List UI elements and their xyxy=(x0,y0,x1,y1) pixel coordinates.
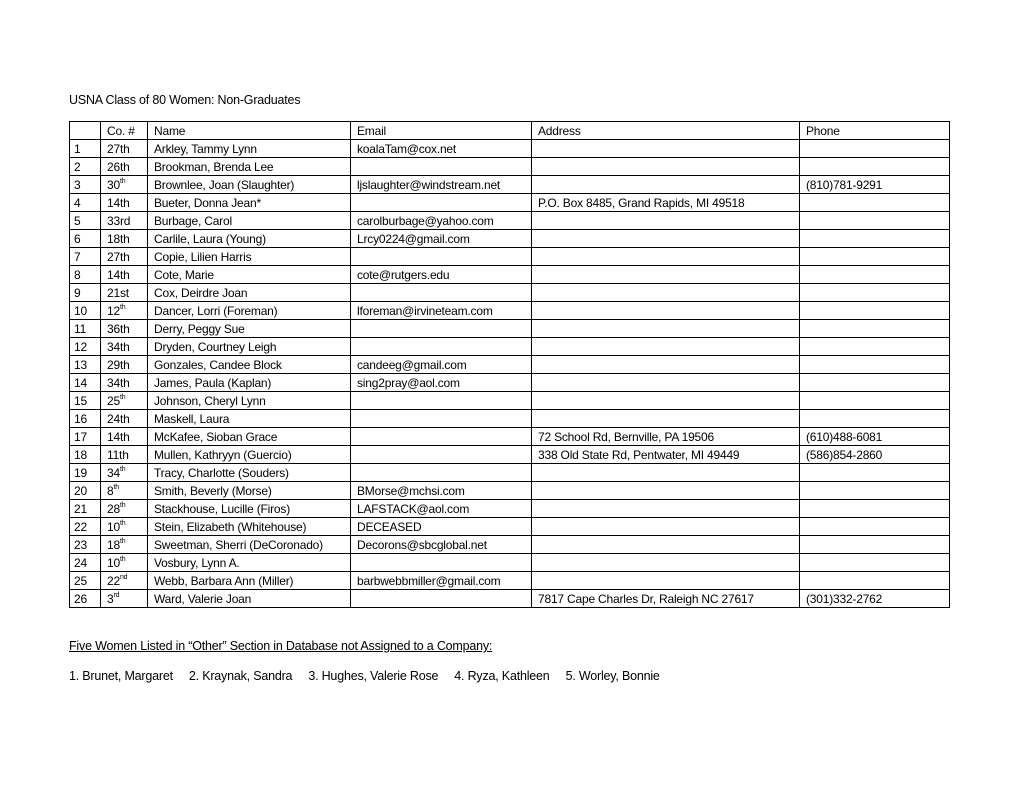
company-number: 11th xyxy=(107,447,129,462)
row-index: 21 xyxy=(70,500,101,518)
address-cell xyxy=(532,176,800,194)
row-index: 26 xyxy=(70,590,101,608)
phone-cell xyxy=(800,284,950,302)
email-cell xyxy=(351,590,532,608)
other-woman-item: 5. Worley, Bonnie xyxy=(565,669,660,683)
name-cell: Sweetman, Sherri (DeCoronado) xyxy=(148,536,351,554)
other-woman-item: 1. Brunet, Margaret xyxy=(69,669,173,683)
address-cell xyxy=(532,356,800,374)
header-index xyxy=(70,122,101,140)
name-cell: Gonzales, Candee Block xyxy=(148,356,351,374)
row-index: 6 xyxy=(70,230,101,248)
company-number: 30 xyxy=(107,177,120,192)
company-number: 3 xyxy=(107,591,114,606)
table-row xyxy=(70,266,950,284)
phone-cell xyxy=(800,338,950,356)
phone-cell xyxy=(800,248,950,266)
company-cell xyxy=(101,158,148,176)
name-cell: Copie, Lilien Harris xyxy=(148,248,351,266)
table-row xyxy=(70,554,950,572)
address-cell xyxy=(532,320,800,338)
email-cell xyxy=(351,446,532,464)
phone-cell xyxy=(800,194,950,212)
company-cell xyxy=(101,554,148,572)
email-cell xyxy=(351,248,532,266)
name-cell: Maskell, Laura xyxy=(148,410,351,428)
company-cell xyxy=(101,266,148,284)
row-index: 8 xyxy=(70,266,101,284)
address-cell xyxy=(532,374,800,392)
phone-cell xyxy=(800,554,950,572)
table-header-row xyxy=(70,122,950,140)
header-phone: Phone xyxy=(800,122,950,140)
address-cell xyxy=(532,284,800,302)
email-cell xyxy=(351,464,532,482)
company-cell xyxy=(101,284,148,302)
address-cell xyxy=(532,230,800,248)
company-cell xyxy=(101,302,148,320)
company-number: 27th xyxy=(107,141,130,156)
table-row xyxy=(70,176,950,194)
email-cell xyxy=(351,554,532,572)
address-cell: 72 School Rd, Bernville, PA 19506 xyxy=(532,428,800,446)
company-number: 21st xyxy=(107,285,129,300)
address-cell xyxy=(532,140,800,158)
company-cell xyxy=(101,230,148,248)
table-row xyxy=(70,230,950,248)
table-row xyxy=(70,590,950,608)
company-number: 34 xyxy=(107,465,120,480)
table-row xyxy=(70,518,950,536)
company-suffix: th xyxy=(119,393,126,401)
phone-cell: (810)781-9291 xyxy=(800,176,950,194)
others-heading: Five Women Listed in “Other” Section in Database not Assigned to a Company: xyxy=(69,639,493,653)
company-cell xyxy=(101,572,148,590)
address-cell xyxy=(532,500,800,518)
company-cell xyxy=(101,482,148,500)
name-cell: Smith, Beverly (Morse) xyxy=(148,482,351,500)
email-cell: lforeman@irvineteam.com xyxy=(351,302,532,320)
row-index: 3 xyxy=(70,176,101,194)
company-number: 8 xyxy=(107,483,114,498)
company-cell xyxy=(101,194,148,212)
name-cell: James, Paula (Kaplan) xyxy=(148,374,351,392)
phone-cell xyxy=(800,536,950,554)
table-row xyxy=(70,446,950,464)
email-cell xyxy=(351,158,532,176)
company-number: 18 xyxy=(107,537,120,552)
row-index: 15 xyxy=(70,392,101,410)
table-row xyxy=(70,392,950,410)
company-number: 14th xyxy=(107,429,130,444)
row-index: 1 xyxy=(70,140,101,158)
phone-cell xyxy=(800,320,950,338)
email-cell: carolburbage@yahoo.com xyxy=(351,212,532,230)
company-suffix: th xyxy=(119,303,126,311)
table-row xyxy=(70,140,950,158)
phone-cell xyxy=(800,158,950,176)
company-number: 27th xyxy=(107,249,130,264)
email-cell: koalaTam@cox.net xyxy=(351,140,532,158)
name-cell: Stackhouse, Lucille (Firos) xyxy=(148,500,351,518)
company-number: 25 xyxy=(107,393,120,408)
company-number: 10 xyxy=(107,555,120,570)
phone-cell xyxy=(800,302,950,320)
company-cell xyxy=(101,410,148,428)
name-cell: Burbage, Carol xyxy=(148,212,351,230)
row-index: 18 xyxy=(70,446,101,464)
phone-cell xyxy=(800,572,950,590)
company-suffix: th xyxy=(119,501,126,509)
phone-cell xyxy=(800,500,950,518)
row-index: 5 xyxy=(70,212,101,230)
row-index: 13 xyxy=(70,356,101,374)
table-row xyxy=(70,248,950,266)
row-index: 7 xyxy=(70,248,101,266)
table-row xyxy=(70,536,950,554)
row-index: 12 xyxy=(70,338,101,356)
name-cell: Stein, Elizabeth (Whitehouse) xyxy=(148,518,351,536)
company-cell xyxy=(101,518,148,536)
phone-cell xyxy=(800,212,950,230)
table-row xyxy=(70,374,950,392)
row-index: 2 xyxy=(70,158,101,176)
row-index: 16 xyxy=(70,410,101,428)
name-cell: Derry, Peggy Sue xyxy=(148,320,351,338)
row-index: 24 xyxy=(70,554,101,572)
address-cell xyxy=(532,392,800,410)
phone-cell xyxy=(800,518,950,536)
company-suffix: th xyxy=(113,483,119,491)
email-cell: ljslaughter@windstream.net xyxy=(351,176,532,194)
header-name: Name xyxy=(148,122,351,140)
others-list xyxy=(69,669,676,683)
address-cell xyxy=(532,572,800,590)
row-index: 4 xyxy=(70,194,101,212)
company-cell xyxy=(101,464,148,482)
row-index: 9 xyxy=(70,284,101,302)
table-row xyxy=(70,572,950,590)
phone-cell: (610)488-6081 xyxy=(800,428,950,446)
row-index: 25 xyxy=(70,572,101,590)
company-suffix: th xyxy=(119,177,126,185)
name-cell: Dryden, Courtney Leigh xyxy=(148,338,351,356)
email-cell xyxy=(351,410,532,428)
address-cell xyxy=(532,518,800,536)
name-cell: Carlile, Laura (Young) xyxy=(148,230,351,248)
phone-cell xyxy=(800,392,950,410)
phone-cell: (301)332-2762 xyxy=(800,590,950,608)
company-number: 34th xyxy=(107,339,130,354)
table-row xyxy=(70,482,950,500)
address-cell xyxy=(532,338,800,356)
address-cell xyxy=(532,302,800,320)
row-index: 14 xyxy=(70,374,101,392)
company-cell xyxy=(101,338,148,356)
address-cell: P.O. Box 8485, Grand Rapids, MI 49518 xyxy=(532,194,800,212)
email-cell: LAFSTACK@aol.com xyxy=(351,500,532,518)
company-number: 33rd xyxy=(107,213,131,228)
company-number: 18th xyxy=(107,231,130,246)
phone-cell xyxy=(800,410,950,428)
row-index: 22 xyxy=(70,518,101,536)
table-row xyxy=(70,428,950,446)
address-cell xyxy=(532,212,800,230)
page-title: USNA Class of 80 Women: Non-Graduates xyxy=(69,93,301,107)
header-email: Email xyxy=(351,122,532,140)
email-cell xyxy=(351,194,532,212)
name-cell: Tracy, Charlotte (Souders) xyxy=(148,464,351,482)
email-cell: BMorse@mchsi.com xyxy=(351,482,532,500)
company-cell xyxy=(101,176,148,194)
table-row xyxy=(70,320,950,338)
company-cell xyxy=(101,140,148,158)
address-cell xyxy=(532,464,800,482)
company-suffix: th xyxy=(119,465,126,473)
email-cell: candeeg@gmail.com xyxy=(351,356,532,374)
company-cell xyxy=(101,446,148,464)
other-woman-item: 3. Hughes, Valerie Rose xyxy=(308,669,439,683)
name-cell: Cox, Deirdre Joan xyxy=(148,284,351,302)
address-cell: 338 Old State Rd, Pentwater, MI 49449 xyxy=(532,446,800,464)
company-cell xyxy=(101,212,148,230)
company-cell xyxy=(101,392,148,410)
name-cell: Dancer, Lorri (Foreman) xyxy=(148,302,351,320)
company-suffix: th xyxy=(119,519,126,527)
email-cell: DECEASED xyxy=(351,518,532,536)
company-suffix: rd xyxy=(113,591,120,599)
email-cell xyxy=(351,320,532,338)
row-index: 19 xyxy=(70,464,101,482)
phone-cell xyxy=(800,482,950,500)
phone-cell xyxy=(800,140,950,158)
row-index: 20 xyxy=(70,482,101,500)
email-cell: cote@rutgers.edu xyxy=(351,266,532,284)
name-cell: Johnson, Cheryl Lynn xyxy=(148,392,351,410)
company-number: 36th xyxy=(107,321,130,336)
name-cell: Brownlee, Joan (Slaughter) xyxy=(148,176,351,194)
email-cell: Lrcy0224@gmail.com xyxy=(351,230,532,248)
table-row xyxy=(70,302,950,320)
company-number: 14th xyxy=(107,267,130,282)
company-cell xyxy=(101,590,148,608)
company-cell xyxy=(101,320,148,338)
company-suffix: th xyxy=(119,555,126,563)
company-number: 10 xyxy=(107,519,120,534)
table-row xyxy=(70,212,950,230)
address-cell xyxy=(532,482,800,500)
phone-cell xyxy=(800,266,950,284)
row-index: 23 xyxy=(70,536,101,554)
name-cell: Arkley, Tammy Lynn xyxy=(148,140,351,158)
company-number: 22 xyxy=(107,573,120,588)
table-row xyxy=(70,500,950,518)
table-row xyxy=(70,338,950,356)
table-row xyxy=(70,356,950,374)
phone-cell xyxy=(800,356,950,374)
company-number: 28 xyxy=(107,501,120,516)
company-cell xyxy=(101,500,148,518)
email-cell xyxy=(351,338,532,356)
table-row xyxy=(70,410,950,428)
email-cell: sing2pray@aol.com xyxy=(351,374,532,392)
name-cell: McKafee, Sioban Grace xyxy=(148,428,351,446)
header-company: Co. # xyxy=(101,122,148,140)
phone-cell: (586)854-2860 xyxy=(800,446,950,464)
address-cell xyxy=(532,248,800,266)
company-cell xyxy=(101,374,148,392)
company-cell xyxy=(101,428,148,446)
other-woman-item: 2. Kraynak, Sandra xyxy=(188,669,293,683)
company-number: 24th xyxy=(107,411,130,426)
email-cell: Decorons@sbcglobal.net xyxy=(351,536,532,554)
table-row xyxy=(70,194,950,212)
company-cell xyxy=(101,536,148,554)
company-cell xyxy=(101,356,148,374)
company-number: 29th xyxy=(107,357,130,372)
address-cell xyxy=(532,158,800,176)
email-cell xyxy=(351,428,532,446)
company-number: 26th xyxy=(107,159,130,174)
address-cell xyxy=(532,410,800,428)
email-cell xyxy=(351,392,532,410)
address-cell xyxy=(532,536,800,554)
company-suffix: nd xyxy=(119,573,128,581)
name-cell: Ward, Valerie Joan xyxy=(148,590,351,608)
table-row xyxy=(70,464,950,482)
phone-cell xyxy=(800,464,950,482)
table-row xyxy=(70,284,950,302)
other-woman-item: 4. Ryza, Kathleen xyxy=(454,669,550,683)
name-cell: Brookman, Brenda Lee xyxy=(148,158,351,176)
name-cell: Cote, Marie xyxy=(148,266,351,284)
address-cell xyxy=(532,266,800,284)
company-number: 12 xyxy=(107,303,120,318)
row-index: 11 xyxy=(70,320,101,338)
email-cell xyxy=(351,284,532,302)
roster-table xyxy=(69,121,950,608)
row-index: 17 xyxy=(70,428,101,446)
address-cell xyxy=(532,554,800,572)
table-row xyxy=(70,158,950,176)
phone-cell xyxy=(800,230,950,248)
company-suffix: th xyxy=(119,537,126,545)
name-cell: Webb, Barbara Ann (Miller) xyxy=(148,572,351,590)
name-cell: Bueter, Donna Jean* xyxy=(148,194,351,212)
company-number: 14th xyxy=(107,195,130,210)
company-cell xyxy=(101,248,148,266)
address-cell: 7817 Cape Charles Dr, Raleigh NC 27617 xyxy=(532,590,800,608)
name-cell: Vosbury, Lynn A. xyxy=(148,554,351,572)
email-cell: barbwebbmiller@gmail.com xyxy=(351,572,532,590)
name-cell: Mullen, Kathryyn (Guercio) xyxy=(148,446,351,464)
phone-cell xyxy=(800,374,950,392)
header-address: Address xyxy=(532,122,800,140)
row-index: 10 xyxy=(70,302,101,320)
company-number: 34th xyxy=(107,375,130,390)
